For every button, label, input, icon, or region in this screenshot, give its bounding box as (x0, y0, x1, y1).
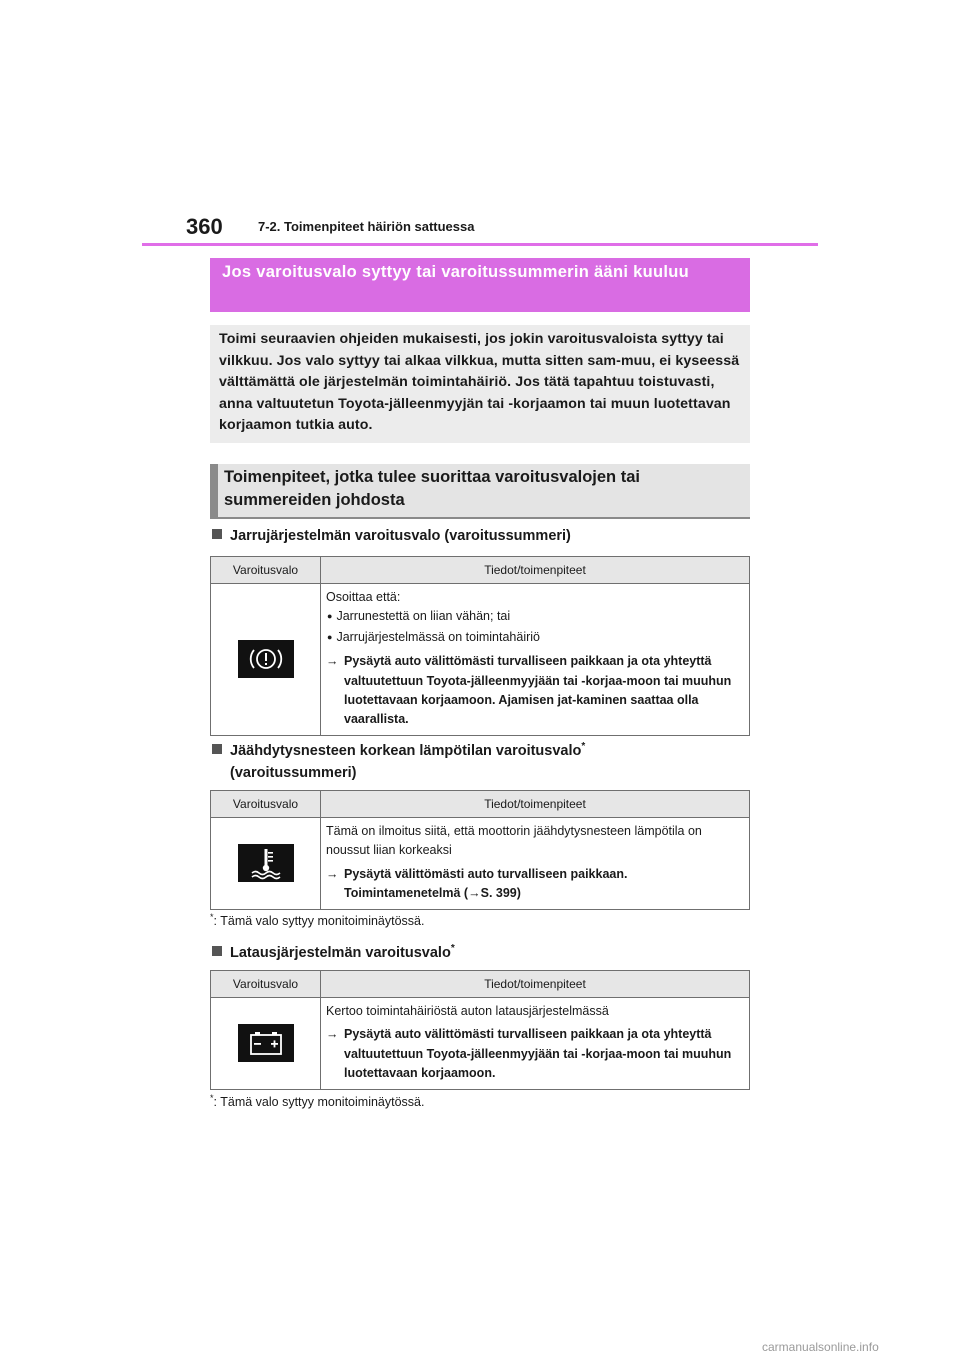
sub-heading-charging: Latausjärjestelmän varoitusvalo* (210, 938, 455, 964)
section-heading: Toimenpiteet, jotka tulee suorittaa varoitusvalojen tai summereiden johdosta (210, 464, 750, 519)
title-banner: Jos varoitusvalo syttyy tai varoitussummerin ääni kuuluu (210, 258, 750, 312)
header-light: Varoitusvalo (211, 557, 321, 584)
coolant-warning-table (210, 790, 750, 910)
page-number: 360 (186, 214, 223, 239)
arrow-icon: → (326, 1027, 339, 1042)
bullet-item: ● Jarrunestettä on liian vähän; tai (326, 607, 744, 627)
footnote-coolant: *: Tämä valo syttyy monitoiminäytössä. (210, 912, 425, 929)
header-rule (142, 243, 818, 246)
bullet-item: ● Jarrujärjestelmässä on toimintahäiriö (326, 628, 744, 648)
header-details: Tiedot/toimenpiteet (321, 557, 750, 584)
square-bullet-icon (212, 744, 222, 754)
brake-warning-icon (238, 640, 294, 678)
arrow-icon: → (468, 886, 481, 901)
watermark: carmanualsonline.info (762, 1340, 879, 1354)
header-details: Tiedot/toimenpiteet (321, 791, 750, 818)
detail-text: Osoittaa että: (326, 590, 401, 604)
header-light: Varoitusvalo (211, 791, 321, 818)
action-text: → Pysäytä välittömästi auto turvalliseen paikkaan. Toimintamenetelmä (→S. 399) (326, 866, 628, 901)
detail-text: Tämä on ilmoitus siitä, että moottorin jäähdytysnesteen lämpötila on noussut liian korkeaksi (326, 824, 702, 858)
detail-text: Kertoo toimintahäiriöstä auton latausjärjestelmässä (326, 1004, 609, 1018)
action-text: → Pysäytä auto välittömästi turvalliseen paikkaan ja ota yhteyttä valtuutettuun Toyota-jälleenmyyjään tai -korjaa-moon tai muuhun luotettavaan korjaamoon. Ajamisen jat-kaminen saattaa olla vaarallista. (326, 654, 732, 727)
chapter-title: 7-2. Toimenpiteet häiriön sattuessa (258, 219, 475, 234)
sub-heading-coolant: Jäähdytysnesteen korkean lämpötilan varoitusvalo* (varoitussummeri) (210, 736, 585, 784)
header-details: Tiedot/toimenpiteet (321, 971, 750, 998)
arrow-icon: → (326, 654, 339, 669)
header-light: Varoitusvalo (211, 971, 321, 998)
brake-warning-table (210, 556, 750, 736)
footnote-charging: *: Tämä valo syttyy monitoiminäytössä. (210, 1093, 425, 1110)
coolant-temperature-icon (238, 844, 294, 882)
intro-box: Toimi seuraavien ohjeiden mukaisesti, jos jokin varoitusvaloista syttyy tai vilkkuu. Jos valo syttyy tai alkaa vilkkua, mutta sitten sam-muu, ei kyseessä välttämättä ole järjestelmän toimintahäiriö. Jos tätä tapahtuu toistuvasti, anna valtuutetun Toyota-jälleenmyyjän tai -korjaamon tai muun luotettavan korjaamon tutkia auto. (210, 325, 750, 443)
charging-warning-table (210, 970, 750, 1090)
sub-heading-brake: Jarrujärjestelmän varoitusvalo (varoitussummeri) (210, 525, 571, 547)
action-text: → Pysäytä auto välittömästi turvalliseen paikkaan ja ota yhteyttä valtuutettuun Toyota-jälleenmyyjään tai -korjaa-moon tai muuhun luotettavaan korjaamoon. (326, 1027, 732, 1081)
square-bullet-icon (212, 946, 222, 956)
square-bullet-icon (212, 529, 222, 539)
arrow-icon: → (326, 866, 339, 881)
battery-charge-icon (238, 1024, 294, 1062)
